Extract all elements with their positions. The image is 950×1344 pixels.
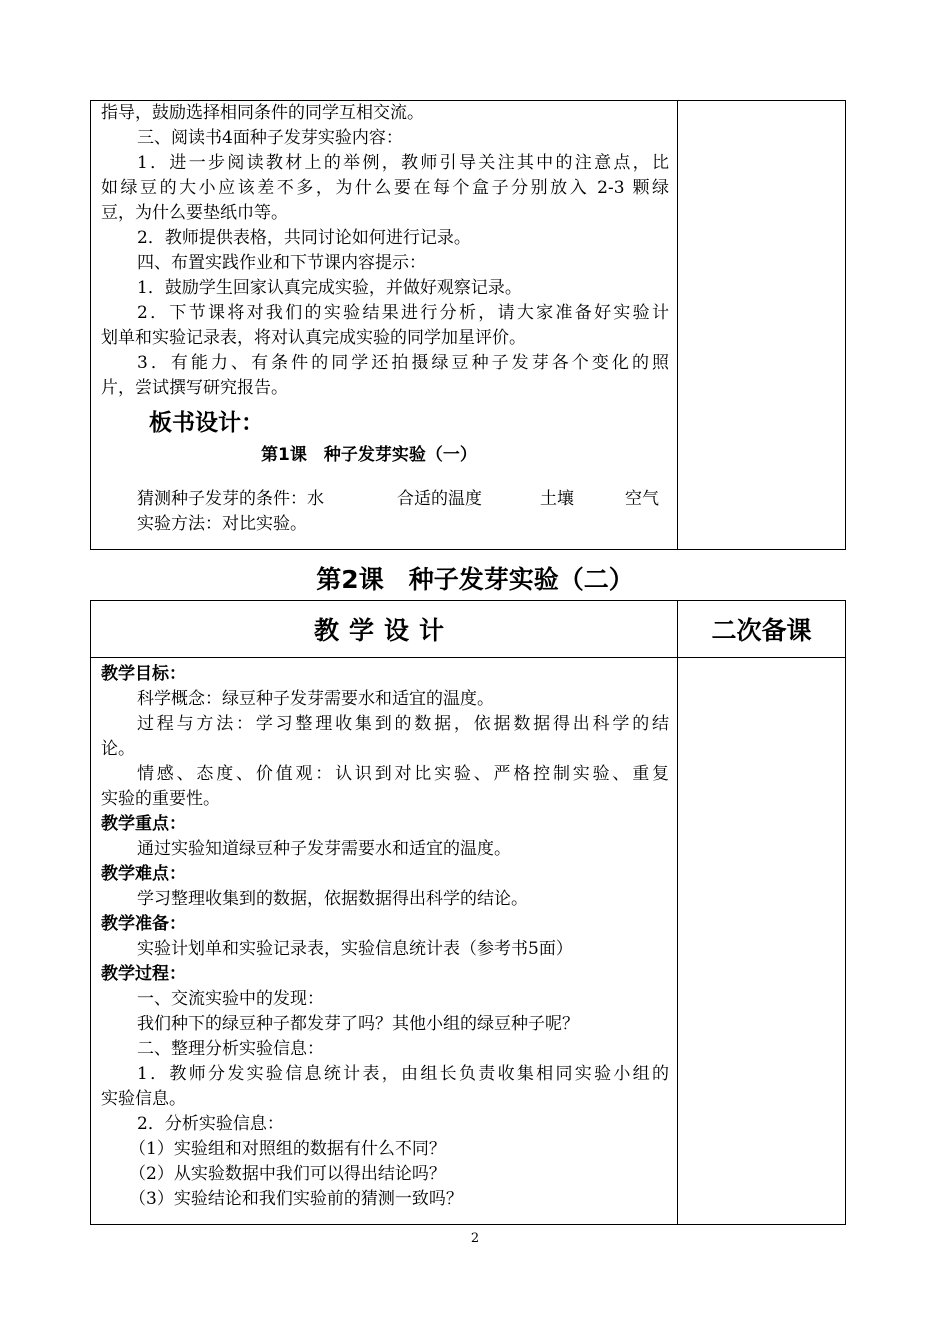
text-line: 1．鼓励学生回家认真完成实验，并做好观察记录。: [137, 278, 522, 298]
guess-item: 空气: [625, 489, 659, 509]
text-line: 2．分析实验信息：: [137, 1114, 284, 1134]
second-prep-cell: [678, 101, 846, 550]
text-line: 1．教师分发实验信息统计表，由组长负责收集相同实验小组的: [137, 1064, 669, 1084]
text-line: 豆，为什么要垫纸巾等。: [101, 203, 288, 223]
lesson1-continuation-table: [90, 100, 846, 550]
page-number: 2: [470, 1231, 480, 1246]
text-line: 四、布置实践作业和下节课内容提示：: [137, 253, 426, 273]
text-line: 一、交流实验中的发现：: [137, 989, 324, 1009]
text-line: 如绿豆的大小应该差不多，为什么要在每个盒子分别放入 2-3 颗绿: [101, 178, 669, 198]
text-line: 科学概念：绿豆种子发芽需要水和适宜的温度。: [137, 689, 494, 709]
text-line: 三、阅读书4面种子发芽实验内容：: [137, 128, 403, 148]
board-design-title: 第1课 种子发芽实验（一）: [261, 445, 477, 465]
text-line: 情感、态度、价值观：认识到对比实验、严格控制实验、重复: [137, 764, 669, 784]
guess-label: 猜测种子发芽的条件：水: [137, 489, 324, 509]
second-prep-cell: [678, 658, 846, 1225]
section-heading: 教学难点：: [101, 864, 186, 884]
text-line: 2．下节课将对我们的实验结果进行分析，请大家准备好实验计: [137, 303, 669, 323]
guess-item: 合适的温度: [397, 489, 482, 509]
text-line: 2．教师提供表格，共同讨论如何进行记录。: [137, 228, 471, 248]
text-line: （2）从实验数据中我们可以得出结论吗？: [129, 1164, 446, 1184]
board-method-line: 实验方法：对比实验。: [137, 514, 307, 534]
text-line: 片，尝试撰写研究报告。: [101, 378, 288, 398]
section-heading: 教学目标：: [101, 664, 186, 684]
text-line: 指导，鼓励选择相同条件的同学互相交流。: [101, 103, 424, 123]
section-heading: 教学过程：: [101, 964, 186, 984]
text-line: 二、整理分析实验信息：: [137, 1039, 324, 1059]
text-line: 3．有能力、有条件的同学还拍摄绿豆种子发芽各个变化的照: [137, 353, 669, 373]
guess-item: 土壤: [540, 489, 574, 509]
text-line: 1．进一步阅读教材上的举例，教师引导关注其中的注意点，比: [137, 153, 669, 173]
section-heading: 教学重点：: [101, 814, 186, 834]
board-guess-line: [91, 487, 677, 512]
text-line: 我们种下的绿豆种子都发芽了吗？其他小组的绿豆种子呢？: [137, 1014, 579, 1034]
second-prep-header: 二次备课: [678, 601, 846, 658]
text-line: 过程与方法：学习整理收集到的数据，依据数据得出科学的结: [137, 714, 669, 734]
text-line: 实验的重要性。: [101, 789, 220, 809]
text-line: 学习整理收集到的数据，依据数据得出科学的结论。: [137, 889, 528, 909]
text-line: 实验信息。: [101, 1089, 186, 1109]
board-design-heading: 板书设计：: [149, 410, 264, 436]
lesson2-content-cell: [91, 658, 678, 1225]
teaching-design-header: 教学设计: [91, 601, 678, 658]
text-line: 实验计划单和实验记录表，实验信息统计表（参考书5面）: [137, 939, 573, 959]
text-line: （1）实验组和对照组的数据有什么不同？: [129, 1139, 446, 1159]
lesson1-content-cell: [91, 101, 678, 550]
text-line: 划单和实验记录表，将对认真完成实验的同学加星评价。: [101, 328, 526, 348]
text-line: 论。: [101, 739, 135, 759]
text-line: （3）实验结论和我们实验前的猜测一致吗？: [129, 1189, 463, 1209]
section-heading: 教学准备：: [101, 914, 186, 934]
text-line: 通过实验知道绿豆种子发芽需要水和适宜的温度。: [137, 839, 511, 859]
lesson2-title: 第2课 种子发芽实验（二）: [316, 565, 634, 594]
lesson2-table: [90, 600, 846, 1225]
